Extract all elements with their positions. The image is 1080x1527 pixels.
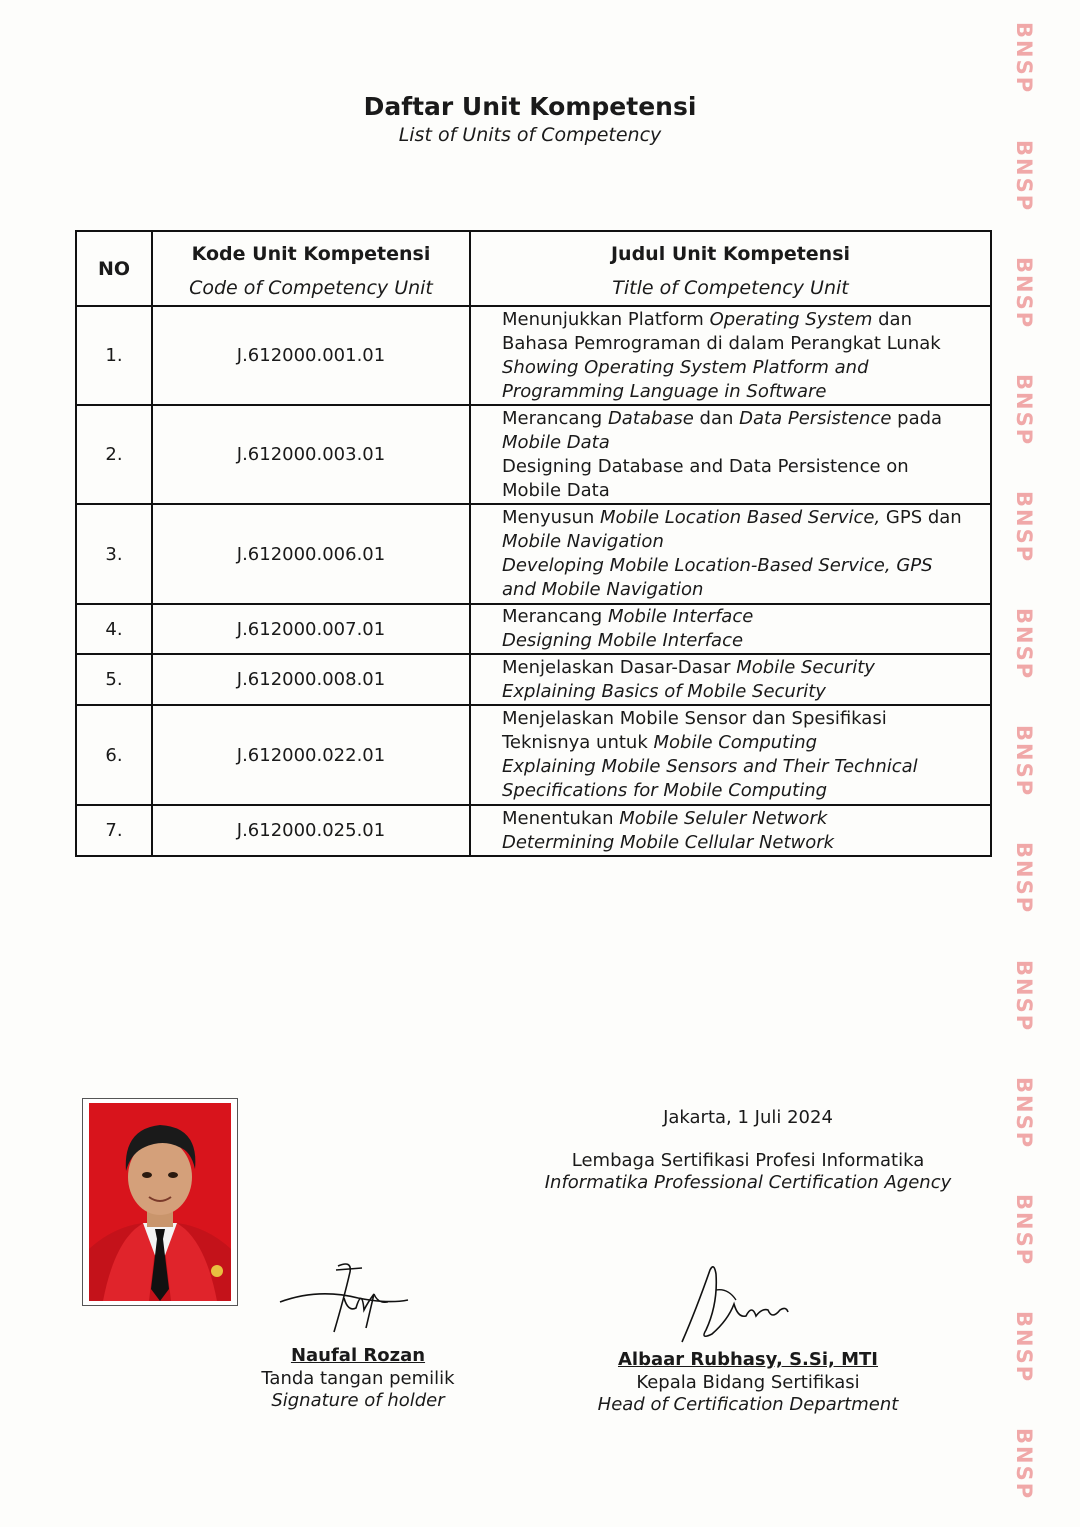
row-code: J.612000.001.01	[152, 306, 470, 405]
title-text: Menunjukkan Platform	[502, 308, 710, 330]
row-code: J.612000.007.01	[152, 604, 470, 654]
title-line-en: Determining Mobile Cellular Network	[502, 831, 835, 853]
title-text: dan	[872, 308, 912, 330]
holder-photo	[82, 1098, 238, 1306]
title-line-en: and Mobile Navigation	[502, 579, 704, 600]
title-text: Mobile Seluler Network	[619, 807, 828, 829]
title-text: Menyusun	[502, 507, 600, 528]
issuer-role-en: Head of Certification Department	[597, 1394, 899, 1415]
table-row	[76, 504, 991, 604]
table-row	[76, 306, 991, 405]
header-code	[152, 231, 470, 306]
table-row	[76, 405, 991, 504]
watermark-text: BNSP	[1012, 491, 1036, 564]
table-row	[76, 805, 991, 856]
row-no: 1.	[76, 306, 152, 405]
row-no: 4.	[76, 604, 152, 654]
row-no: 2.	[76, 405, 152, 504]
row-code: J.612000.025.01	[152, 805, 470, 856]
issuer-agency: Lembaga Sertifikasi Profesi Informatika	[571, 1150, 925, 1171]
header-no	[76, 231, 152, 306]
title-line-en: Mobile Data	[502, 479, 610, 501]
header-title-label-en: Title of Competency Unit	[612, 276, 849, 299]
title-text: pada	[891, 407, 943, 429]
watermark-text: BNSP	[1012, 22, 1036, 95]
holder-role-en: Signature of holder	[271, 1390, 445, 1411]
title-text: dan	[693, 407, 740, 429]
header-title-label: Judul Unit Kompetensi	[610, 242, 851, 265]
watermark-text: BNSP	[1012, 1077, 1036, 1150]
title-text: Mobile Location Based Service,	[600, 507, 881, 528]
issuer-name: Albaar Rubhasy, S.Si, MTI	[617, 1349, 879, 1370]
watermark-text: BNSP	[1012, 1428, 1036, 1501]
table-row	[76, 705, 991, 805]
watermark-text: BNSP	[1012, 257, 1036, 330]
row-title	[470, 654, 991, 705]
table-header-row	[76, 231, 991, 306]
watermark-text: BNSP	[1012, 608, 1036, 681]
issuer-role: Kepala Bidang Sertifikasi	[636, 1372, 860, 1393]
row-code: J.612000.003.01	[152, 405, 470, 504]
row-no: 3.	[76, 504, 152, 604]
title-text: Operating System	[709, 308, 873, 330]
header-title	[470, 231, 991, 306]
title-text: Mobile Interface	[607, 606, 754, 627]
header-code-label-en: Code of Competency Unit	[189, 276, 433, 299]
watermark-text: BNSP	[1012, 842, 1036, 915]
watermark-text: BNSP	[1012, 1311, 1036, 1384]
table-row	[76, 654, 991, 705]
title-text: GPS dan	[880, 507, 962, 528]
competency-table	[75, 230, 992, 857]
watermark-text: BNSP	[1012, 960, 1036, 1033]
page-title: Daftar Unit Kompetensi	[363, 92, 697, 121]
title-line: Mobile Navigation	[502, 531, 664, 552]
row-title	[470, 306, 991, 405]
row-code: J.612000.022.01	[152, 705, 470, 805]
title-line-en: Developing Mobile Location-Based Service, GPS	[502, 555, 933, 576]
row-code: J.612000.008.01	[152, 654, 470, 705]
row-no: 5.	[76, 654, 152, 705]
row-no: 6.	[76, 705, 152, 805]
watermark-text: BNSP	[1012, 1194, 1036, 1267]
watermark-text: BNSP	[1012, 140, 1036, 213]
title-text: Database	[607, 407, 694, 429]
title-line	[502, 308, 990, 332]
title-line	[502, 807, 990, 831]
holder-signature	[278, 1258, 414, 1340]
issuer-agency-en: Informatika Professional Certification Agency	[544, 1172, 952, 1193]
title-line	[502, 656, 990, 680]
row-title	[470, 805, 991, 856]
title-line-en: Specifications for Mobile Computing	[502, 780, 828, 801]
title-line	[502, 407, 990, 431]
title-line: Mobile Data	[502, 431, 610, 453]
title-text: Teknisnya untuk	[502, 732, 654, 753]
title-line-en: Programming Language in Software	[502, 380, 827, 402]
title-text: Menjelaskan Dasar-Dasar	[502, 656, 737, 678]
title-line: Bahasa Pemrograman di dalam Perangkat Lunak	[502, 332, 941, 354]
title-line-en: Designing Database and Data Persistence on	[502, 455, 909, 477]
watermark-text: BNSP	[1012, 725, 1036, 798]
portrait-image	[83, 1099, 237, 1305]
header-code-label: Kode Unit Kompetensi	[191, 242, 431, 265]
row-title	[470, 504, 991, 604]
title-line	[502, 605, 990, 629]
place-date: Jakarta, 1 Juli 2024	[663, 1107, 833, 1128]
title-line-en: Explaining Mobile Sensors and Their Technical	[502, 756, 918, 777]
title-text: Mobile Security	[736, 656, 875, 678]
row-no: 7.	[76, 805, 152, 856]
bnsp-watermark	[1012, 0, 1042, 1527]
title-text: Merancang	[502, 407, 608, 429]
row-title	[470, 705, 991, 805]
title-line: Menjelaskan Mobile Sensor dan Spesifikasi	[502, 708, 887, 729]
row-code: J.612000.006.01	[152, 504, 470, 604]
table-row	[76, 604, 991, 654]
title-text: Merancang	[502, 606, 608, 627]
row-title	[470, 604, 991, 654]
title-text: Data Persistence	[739, 407, 892, 429]
title-text: Mobile Computing	[653, 732, 818, 753]
title-line-en: Designing Mobile Interface	[502, 630, 744, 651]
holder-role: Tanda tangan pemilik	[261, 1368, 455, 1389]
title-line-en: Showing Operating System Platform and	[502, 356, 869, 378]
row-title	[470, 405, 991, 504]
title-line	[502, 506, 990, 530]
title-text: Menentukan	[502, 807, 620, 829]
title-line-en: Explaining Basics of Mobile Security	[502, 680, 826, 702]
header-no-label: NO	[97, 257, 131, 280]
issuer-signature	[676, 1260, 792, 1346]
title-line	[502, 731, 990, 755]
holder-name: Naufal Rozan	[290, 1345, 426, 1366]
page-subtitle: List of Units of Competency	[398, 124, 662, 146]
watermark-text: BNSP	[1012, 374, 1036, 447]
